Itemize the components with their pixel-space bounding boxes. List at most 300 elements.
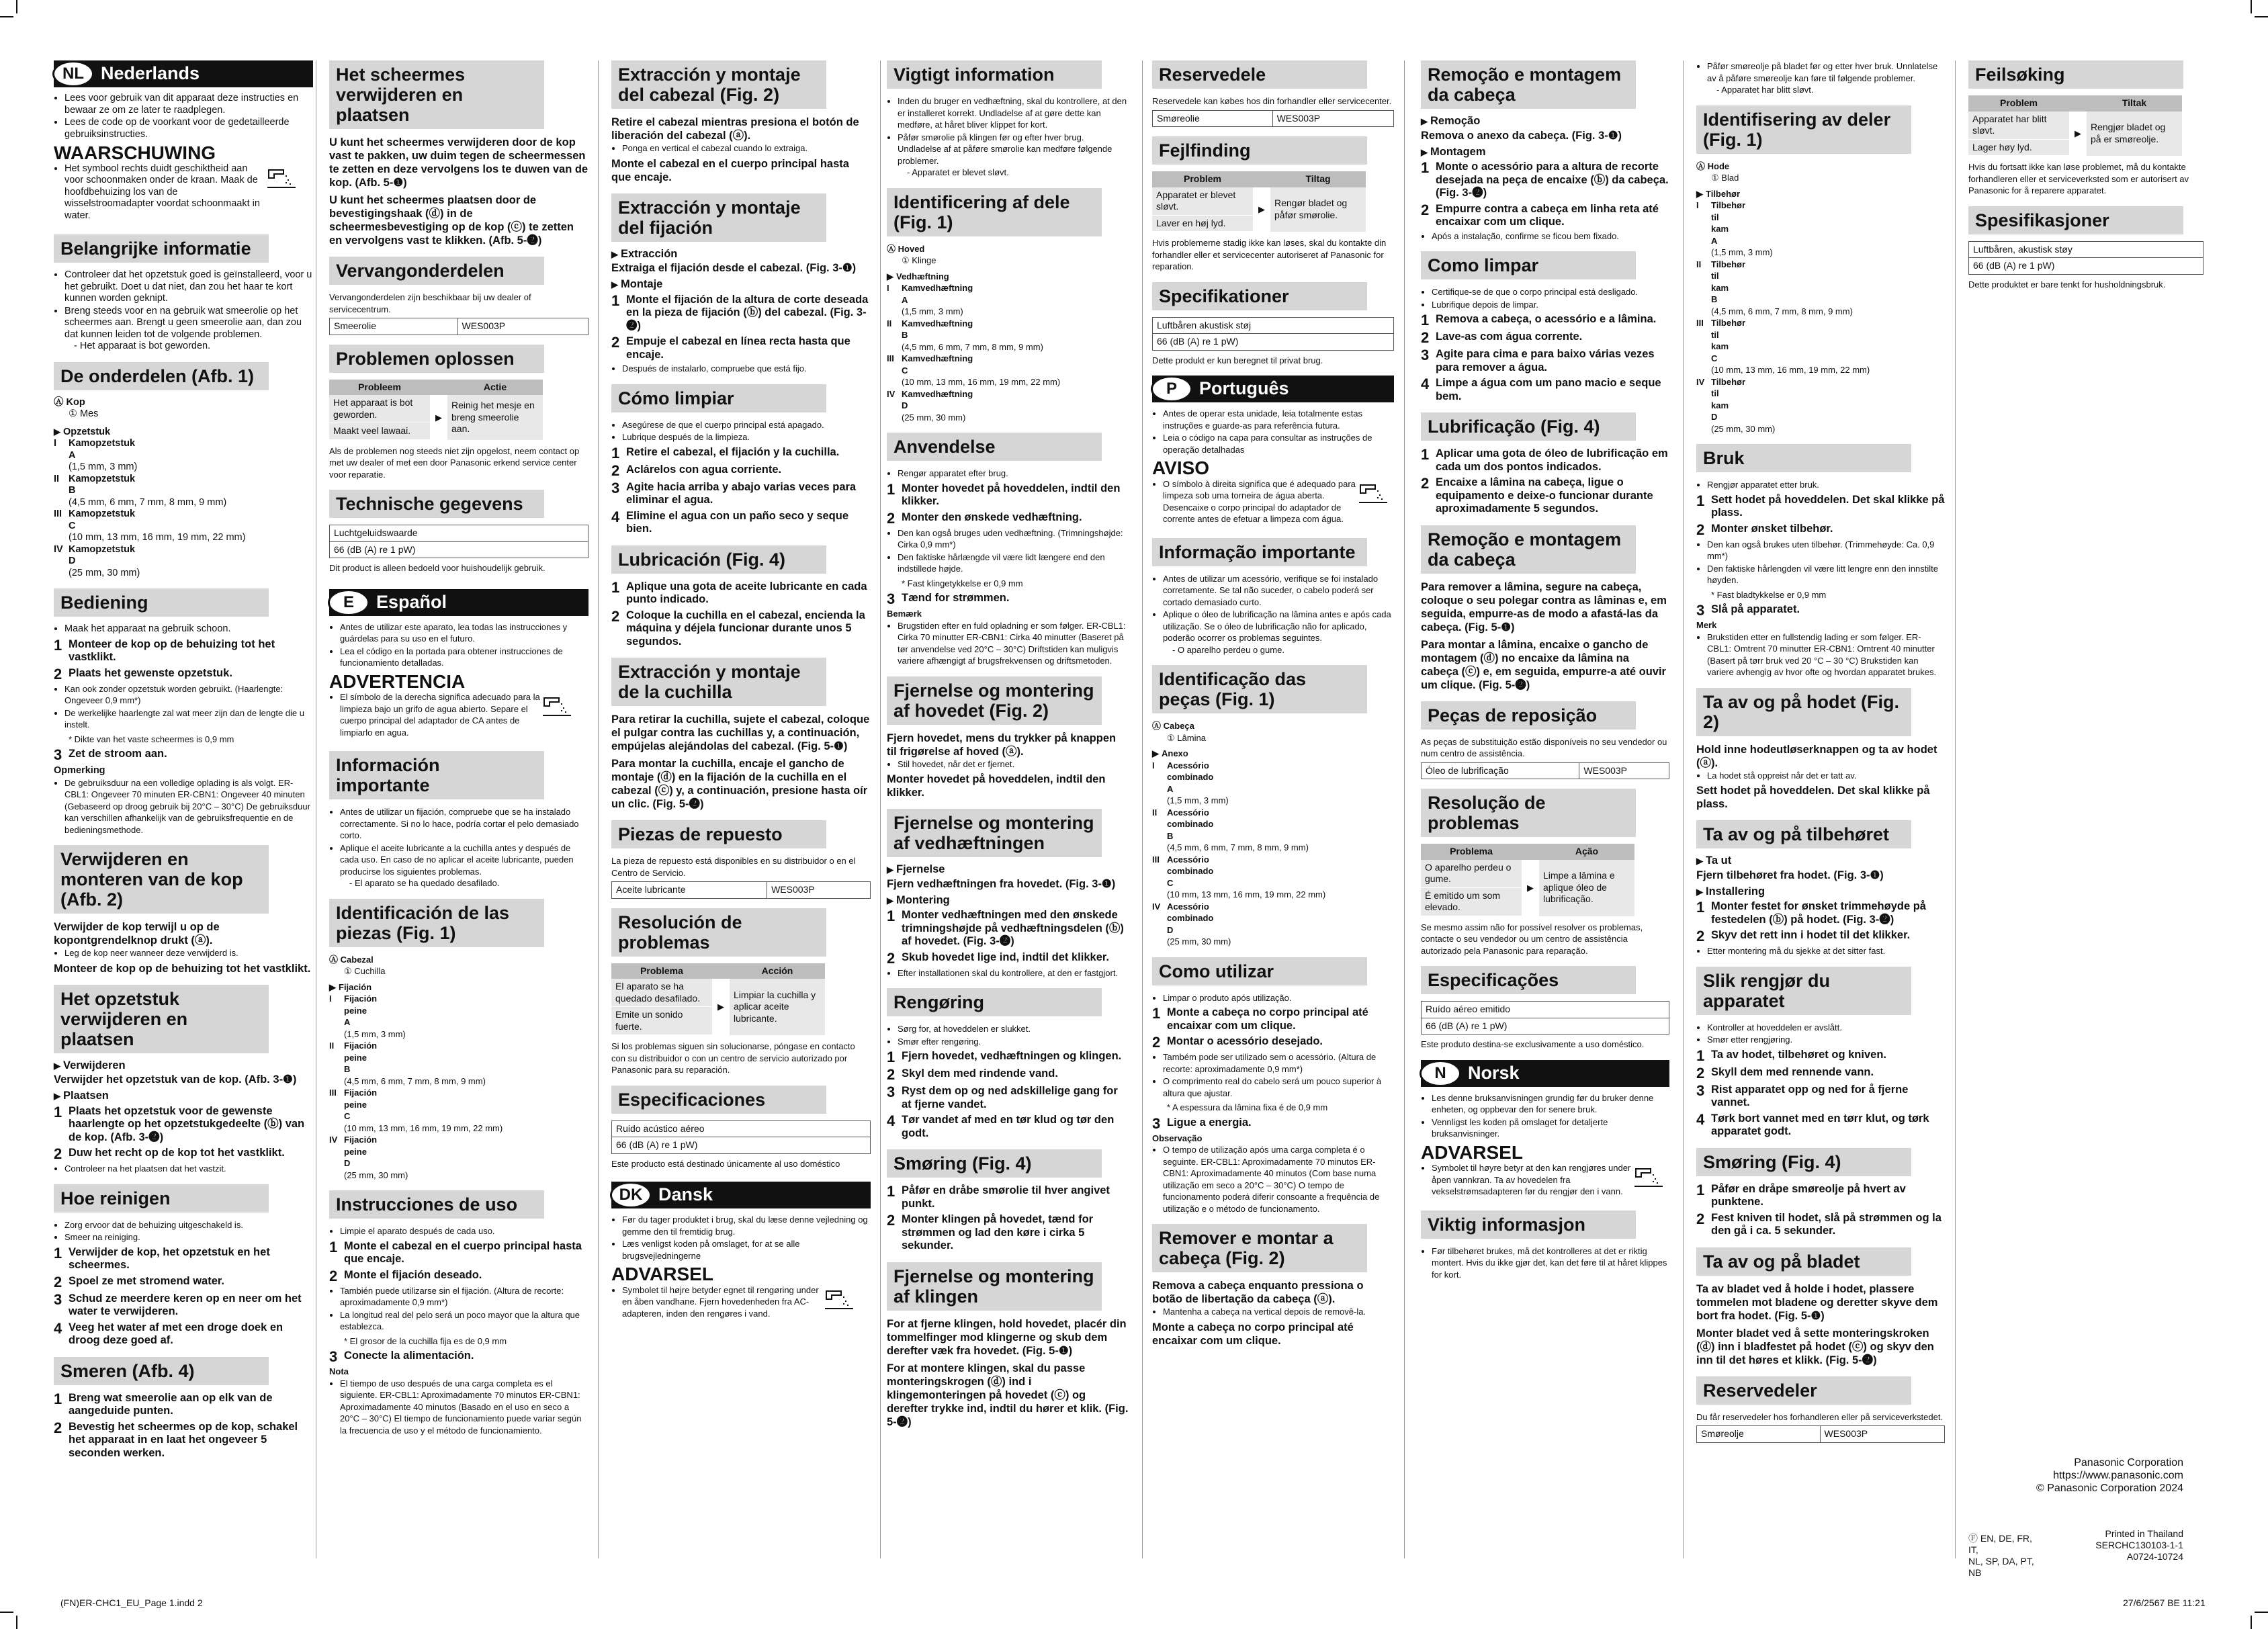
lang-header-dk (611, 1182, 871, 1208)
prob-h1: Probleem (329, 380, 430, 396)
intro2: • Vennligst les koden på omslaget for detaljerte bruksanvisninger. (1432, 1116, 1669, 1140)
use0: • Rengør apparatet efter brug. (898, 468, 1129, 480)
comb1: Kamvedhæftning A (902, 283, 973, 305)
attach: Tilbehør (1706, 188, 1741, 199)
warn-text: • El símbolo de la derecha significa adecuado para la limpieza bajo un grifo de agua abierto. Separe el cuerpo principal del adaptador de CA antes de limpiarlo en agua. (340, 691, 541, 738)
comb3v: (10 mm, 13 mm, 16 mm, 19 mm, 22 mm) (344, 1122, 503, 1133)
lang-header-pt (1152, 376, 1394, 402)
blade1: Ta av bladet ved å holde i hodet, plassere tommelen mot bladene og deretter skyve dem bort fra hodet. (Fig. 5-❶) (1696, 1282, 1938, 1322)
comb4v: (25 mm, 30 mm) (1711, 423, 1776, 434)
prob1: Apparatet er blevet sløvt. (1152, 187, 1253, 216)
att-r1: Extraiga el fijación desde el cabezal. (Fig. 3-❶) (611, 262, 857, 274)
att-p2a: • Após a instalação, confirme se ficou bem fixado. (1432, 230, 1669, 243)
att-r1: Fjern vedhæftningen fra hovedet. (Fig. 3-❶) (887, 877, 1116, 890)
section-heading: Ta av og på tilbehøret (1696, 820, 1911, 848)
info2: Aplique el aceite lubricante a la cuchilla antes y después de cada uso. En caso de no aplicar el aceite lubricante, pueden producirse los siguientes problemas. (340, 842, 574, 877)
info2: Aplique o óleo de lubrificação na lâmina antes e após cada utilização. Se o óleo de lubrificação não for aplicado, poderão ocorrer os problemas seguintes. (1163, 609, 1391, 643)
spare-k: Smøreolie (1153, 110, 1273, 127)
att-p2: Empuje el cabezal en línea recta hasta que encaje. (626, 335, 850, 361)
use2c: * A espessura da lâmina fixa é de 0,9 mm (1167, 1102, 1328, 1112)
lang-badge: N (1420, 1060, 1461, 1087)
intro1: • Antes de operar esta unidade, leia totalmente estas instruções e guarde-as para referência futura. (1163, 408, 1394, 431)
info1: • Antes de utilizar un fijación, compruebe que se ha instalado correctamente. Si no lo hace, podría cortar el pelo demasiado corto. (340, 806, 588, 842)
rem1b: • Leg de kop neer wanneer deze verwijderd is. (64, 947, 313, 959)
clean4: Tør vandet af med en tør klud og tør den godt. (902, 1114, 1115, 1139)
intro-item: • Lees voor gebruik van dit apparaat deze instructies en bewaar ze om ze later te raadplegen. (64, 93, 313, 116)
section-heading: Spesifikasjoner (1968, 206, 2183, 234)
use2b: • La longitud real del pelo será un poco mayor que la altura que establezca. (340, 1309, 588, 1333)
part-a1: Lâmina (1177, 732, 1206, 743)
oil1: Påfør en dråpe smøreolje på hvert av punktene. (1711, 1182, 1906, 1208)
att-r: Extracción (621, 247, 678, 260)
comb3v: (10 mm, 13 mm, 16 mm, 19 mm, 22 mm) (69, 532, 246, 543)
clean2: Lave-as com água corrente. (1436, 331, 1583, 343)
oil1: Aplicar uma gota de óleo de lubrificação em cada um dos pontos indicados. (1436, 447, 1668, 473)
spec-k: Luftbåren, akustisk støy (1969, 241, 2204, 258)
section-heading: Como limpar (1421, 251, 1636, 279)
section-heading: Het opzetstuk verwijderen en plaatsen (54, 985, 269, 1053)
note: • Brukstiden etter en fullstendig lading er som følger. ER-CBL1: Omtrent 70 minutter ER-CBN1: Omtrent 40 minutter (Basert på tørr bruk ved 20 °C – 30 °C) Brukstiden kan variere avhengig av hvor ofte og hvordan apparatet brukes. (1707, 631, 1945, 678)
slug-left: (FN)ER-CHC1_EU_Page 1.indd 2 (60, 1597, 203, 1608)
use2a: • Den kan også bruges uden vedhæftning. (Trimningshøjde: Cirka 0,9 mm*) (898, 527, 1129, 551)
prob-after: Se mesmo assim não for possível resolver os problemas, contacte o seu vendedor ou um centro de assistência autorizado pela Panasonic para reparação. (1421, 922, 1643, 956)
rem1: Verwijder de kop terwijl u op de kopontgrendelknop drukt (ⓐ). (54, 921, 220, 946)
prob1: Apparatet har blitt sløvt. (1968, 112, 2069, 140)
section-heading: Especificações (1421, 966, 1636, 994)
section-heading: Instrucciones de uso (329, 1190, 544, 1219)
comb1v: (1,5 mm, 3 mm) (1711, 247, 1773, 257)
prob-h2: Tiltag (1270, 171, 1366, 187)
intro2: • Læs venligst koden på omslaget, for at se alle brugsvejledningerne (622, 1238, 871, 1262)
section-heading: Como utilizar (1152, 957, 1367, 985)
spec-after: Dette produkt er kun beregnet til privat brug. (1152, 355, 1323, 365)
prob2: Maakt veel lawaai. (329, 423, 430, 440)
company-url: https://www.panasonic.com (2053, 1470, 2183, 1481)
att-p: Montering (896, 893, 950, 906)
prob-after: Si los problemas siguen sin solucionarse, póngase en contacto con su distribuidor o con un centro de servicio autorizado por Panasonic para su reparación. (611, 1041, 855, 1075)
comb2: Kamopzetstuk B (69, 473, 136, 496)
comb4: Acessório combinado D (1167, 901, 1214, 935)
section-heading: Informação importante (1152, 538, 1367, 566)
use2a: • Kan ook zonder opzetstuk worden gebruikt. (Haarlengte: Ongeveer 0,9 mm*) (64, 683, 313, 707)
use2: Plaats het gewenste opzetstuk. (69, 666, 232, 679)
comb1: Kamopzetstuk A (69, 438, 136, 461)
clean2: Skyll dem med rennende vann. (1711, 1065, 1874, 1078)
section-heading: Belangrijke informatie (54, 234, 269, 263)
use2c: * Dikte van het vaste scheermes is 0,9 mm (69, 734, 234, 744)
attach: Anexo (1162, 748, 1188, 758)
blade1: For at fjerne klingen, hold hovedet, placér din tommelfinger mod klingerne og skub dem derefter væk fra hovedet. (Fig. 5-❶) (887, 1317, 1127, 1357)
rem2: Sett hodet på hoveddelen. Det skal klikke på plass. (1696, 785, 1930, 810)
use3: Zet de stroom aan. (69, 748, 167, 760)
section-heading: Extracción y montaje de la cuchilla (611, 658, 826, 706)
lang-badge: E (328, 589, 369, 616)
slug-right: 27/6/2567 BE 11:21 (2123, 1597, 2206, 1608)
note-h: Nota (329, 1366, 349, 1376)
comb4: Kamvedhæftning D (902, 388, 973, 410)
oil1: Påfør en dråbe smørolie til hver angivet punkt. (902, 1184, 1110, 1210)
use2: Monter den ønskede vedhæftning. (902, 511, 1082, 523)
part-a: Cabezal (340, 954, 374, 965)
spec-k: Luchtgeluidswaarde (330, 525, 588, 542)
clean3: Ryst dem op og ned adskillelige gang for at fjerne vandet. (902, 1085, 1118, 1110)
lang-name: Nederlands (101, 63, 200, 84)
section-heading: Smeren (Afb. 4) (54, 1357, 269, 1385)
spare-table (611, 881, 871, 899)
lang-header-no (1421, 1060, 1669, 1087)
att-p2a: • Etter montering må du sjekke at det sitter fast. (1707, 945, 1945, 957)
section-heading: Extracción y montaje del fijación (611, 193, 826, 242)
info2b: - El aparato se ha quedado desafilado. (349, 878, 500, 888)
section-heading: Vigtigt information (887, 60, 1102, 89)
rem1b: • Stil hovedet, når det er fjernet. (898, 758, 1129, 771)
use1: Monte el cabezal en el cuerpo principal hasta que encaje. (344, 1239, 582, 1265)
prob-h2: Tiltak (2087, 95, 2182, 112)
use2a: • También puede utilizarse sin el fijación. (Altura de recorte: aproximadamente 0,9 mm*) (340, 1285, 588, 1309)
spec-k: Ruído aéreo emitido (1422, 1002, 1669, 1018)
att-r: Fjernelse (896, 863, 945, 875)
prob-h1: Problema (611, 963, 712, 979)
column-no3 (1968, 60, 2204, 293)
use2: Monter ønsket tilbehør. (1711, 522, 1833, 535)
section-heading: Especificaciones (611, 1086, 826, 1114)
trouble-table: Problema Acción El aparato se ha quedado desafilado. ▶ Limpiar la cuchilla y aplicar aceite lubricante. Emite un sonido fuerte. (611, 963, 825, 1036)
column-dk3-pt: Reservedele Reservedele kan købes hos din forhandler eller servicecenter. Smøreolie WES003P Fejlfinding Problem Tiltag Apparatet er blevet sløvt. ▶ Rengør bladet og påfør smørolie. Laver en høj lyd. Hvis problemerne stadig ikke kan løses, skal du kontakte din forhandler eller et servicecenter autoriseret af Panasonic for reparation. Specifikationer Luftbåren akustisk støj 66 (dB (A) re 1 pW) Dette produkt er kun beregnet til privat brug. P Português • Antes de operar esta unidade, leia totalmente estas instruções e guarde-as para referência futura. • Leia o código na capa para consultar as instruções de operação detalhadas AVISO • O símbolo à direita significa que é adequado para limpeza sob uma torneira de água aberta. Desencaixe o corpo principal do adaptador de corrente antes de efetuar a limpeza com água. Informação importante • Antes de utilizar um acessório, verifique se foi instalado corretamente. Se tal não suceder, o cabelo poderá ser cortado demasiado curto. • Aplique o óleo de lubrificação na lâmina antes e após cada utilização. Se o óleo de lubrificação não for aplicado, poderão ocorrer os problemas seguintes. - O aparelho perdeu o gume. Identificação das peças (Fig. 1) Ⓐ Cabeça ① Lâmina ▶ Anexo I Acessório combinado A (1,5 mm, 3 mm) II Acessório combinado B (4,5 mm, 6 mm, 7 mm, 8 mm, 9 mm) III Acessório combinado C (10 mm, 13 mm, 16 mm, 19 mm, 22 mm) IV Acessório combinado D (25 mm, 30 mm) Como utilizar • Limpar o produto após utilização. 1 Monte a cabeça no corpo principal até encaixar com um clique. 2 Montar o acessório desejado. • Também pode ser utilizado sem o acessório. (Altura de recorte: aproximadamente 0,9 mm*) • O comprimento real do cabelo será um pouco superior à altura que ajustar. * A espessura da lâmina fixa é de 0,9 mm 3 Ligue a energia. Observação • O tempo de utilização após uma carga completa é o seguinte. ER-CBL1: Aproximadamente 70 minutos ER-CBN1: Aproximadamente 40 minutos (Com base numa utilização em seco a 20°C – 30°C) O tempo de funcionamento poderá diferir consoante a frequência de utilização e o método de funcionamento. Remover e montar a cabeça (Fig. 2) Remova a cabeça enquanto pressiona o botão de libertação da cabeça (ⓐ). • Mantenha a cabeça na vertical depois de removê-la. Monte a cabeça no corpo principal até encaixar com um clique. (1152, 60, 1394, 1348)
lang-badge: P (1151, 376, 1192, 402)
use3: Slå på apparatet. (1711, 603, 1800, 615)
info-subitem: - Het apparaat is bot geworden. (74, 341, 211, 351)
use2b: • Den faktiske hårlængde vil være lidt længere end den indstillede højde. (898, 552, 1129, 575)
clean1: Fjern hovedet, vedhæftningen og klingen. (902, 1050, 1122, 1062)
spec-k: Luftbåren akustisk støj (1153, 317, 1394, 334)
rem1: Hold inne hodeutløserknappen og ta av hodet (ⓐ). (1696, 743, 1937, 769)
rem1b: • Mantenha a cabeça na vertical depois de removê-la. (1163, 1306, 1394, 1318)
use2b: • Den faktiske hårlengden vil være litt lengre enn den innstilte høyden. (1707, 563, 1945, 586)
prob2: Lager høy lyd. (1968, 140, 2069, 157)
comb4v: (25 mm, 30 mm) (69, 567, 140, 578)
clean4: Elimine el agua con un paño seco y seque bien. (626, 509, 849, 535)
clean4: Veeg het water af met een droge doek en droog deze goed af. (69, 1321, 284, 1346)
oil2: Coloque la cuchilla en el cabezal, encienda la máquina y déjela funcionar durante unos 5 segundos. (626, 609, 865, 648)
parts-list: Ⓐ Hoved ① Klinge ▶ Vedhæftning I Kamvedhæftning A (1,5 mm, 3 mm) II Kamvedhæftning B (4,5 mm, 6 mm, 7 mm, 8 mm, 9 mm) III Kamvedhæftning C (10 mm, 13 mm, 16 mm, 19 mm, 22 mm) IV Kamvedhæftning D (25 mm, 30 mm) (887, 243, 1129, 424)
parts-list: Ⓐ Cabeça ① Lâmina ▶ Anexo I Acessório combinado A (1,5 mm, 3 mm) II Acessório combinado B (4,5 mm, 6 mm, 7 mm, 8 mm, 9 mm) III Acessório combinado C (10 mm, 13 mm, 16 mm, 19 mm, 22 mm) IV Acessório combinado D (25 mm, 30 mm) (1152, 720, 1394, 948)
clean1: Remova a cabeça, o acessório e a lâmina. (1436, 313, 1657, 325)
company-block (2002, 1456, 2183, 1495)
spare-v: WES003P (1272, 110, 1393, 127)
intro1: • Les denne bruksanvisningen grundig før du bruker denne enheten, og oppbevar den for senere bruk. (1432, 1092, 1669, 1116)
prob-h1: Problem (1968, 95, 2069, 112)
att-r: Ta ut (1706, 854, 1732, 867)
comb4: Tilbehør til kam D (1711, 376, 1746, 422)
warn-text: • Symbolet til høyre betyr at den kan rengjøres under åpen vannkran. Ta av hovedelen fra vekselstrømsadapteren før du rengjør den i vann. (1432, 1162, 1633, 1198)
column-es2-dk: Extracción y montaje del cabezal (Fig. 2) Retire el cabezal mientras presiona el botón de liberación del cabezal (ⓐ). • Ponga en vertical el cabezal cuando lo extraiga. Monte el cabezal en el cuerpo principal hasta que encaje. Extracción y montaje del fijación ▶ Extracción Extraiga el fijación desde el cabezal. (Fig. 3-❶) ▶ Montaje 1 Monte el fijación de la altura de corte deseada en la pieza de fijación (ⓑ) del cabezal. (Fig. 3-❷) 2 Empuje el cabezal en línea recta hasta que encaje. • Después de instalarlo, compruebe que está fijo. Cómo limpiar • Asegúrese de que el cuerpo principal está apagado. • Lubrique después de la limpieza. 1 Retire el cabezal, el fijación y la cuchilla. 2 Aclárelos con agua corriente. 3 Agite hacia arriba y abajo varias veces para eliminar el agua. 4 Elimine el agua con un paño seco y seque bien. Lubricación (Fig. 4) 1 Aplique una gota de aceite lubricante en cada punto indicado. 2 Coloque la cuchilla en el cabezal, encienda la máquina y déjela funcionar durante unos 5 segundos. Extracción y montaje de la cuchilla Para retirar la cuchilla, sujete el cabezal, coloque el pulgar contra las cuchillas y, a continuación, empújelas alejándolas del cabezal. (Fig. 5-❶) Para montar la cuchilla, encaje el gancho de montaje (ⓓ) en la fijación de la cuchilla en el cabezal (ⓒ) y, a continuación, presione hasta oír un clic. (Fig. 5-❷) Piezas de repuesto La pieza de repuesto está disponibles en su distribuidor o en el Centro de Servicio. Aceite lubricante WES003P Resolución de problemas Problema Acción El aparato se ha quedado desafilado. ▶ Limpiar la cuchilla y aplicar aceite lubricante. Emite un sonido fuerte. Si los problemas siguen sin solucionarse, póngase en contacto con su distribuidor o con un centro de servicio autorizado por Panasonic para su reparación. Especificaciones Ruido acústico aéreo 66 (dB (A) re 1 pW) Este producto está destinado únicamente al uso doméstico DK Dansk • Før du tager produktet i brug, skal du læse denne vejledning og gemme den til fremtidig brug. • Læs venligst koden på omslaget, for at se alle brugsvejledningerne ADVARSEL • Symbolet til højre betyder egnet til rengøring under en åben vandhane. Fjern hovedenheden fra AC-adapteren, inden den rengøres i vand. (611, 60, 871, 1323)
use0: • Maak het apparaat na gebruik schoon. (64, 623, 313, 635)
att-p: Montagem (1430, 145, 1486, 158)
langs2: NL, SP, DA, PT, NB (1968, 1556, 2034, 1578)
section-heading: Rengøring (887, 988, 1102, 1016)
spec-table (1968, 241, 2204, 275)
section-heading: Problemen oplossen (329, 345, 544, 373)
spare-k: Óleo de lubrificação (1422, 762, 1579, 779)
clean2: Skyl dem med rindende vand. (902, 1067, 1058, 1080)
info2: Påfør smørolie på klingen før og efter hver brug. Undladelse af at påføre smørolie kan medføre følgende problemer. (898, 132, 1113, 166)
part-a: Hode (1707, 161, 1730, 171)
comb3: Acessório combinado C (1167, 854, 1214, 888)
section-heading: Ta av og på hodet (Fig. 2) (1696, 688, 1911, 736)
section-heading: Bruk (1696, 444, 1911, 472)
info2b: - Apparatet er blevet sløvt. (907, 167, 1009, 177)
lang-header-nl (54, 60, 313, 87)
parts-list: Ⓐ Kop ① Mes ▶ Opzetstuk I Kamopzetstuk A (1,5 mm, 3 mm) II Kamopzetstuk B (4,5 mm, 6 mm, 7 mm, 8 mm, 9 mm) III Kamopzetstuk C (10 mm, 13 mm, 16 mm, 19 mm, 22 mm) IV Kamopzetstuk D (25 mm, 30 mm) (54, 397, 313, 580)
note: • El tiempo de uso después de una carga completa es el siguiente. ER-CBL1: Aproximadamente 70 minutos ER-CBN1: Aproximadamente 40 minutos (Basado en el uso en seco a 20°C – 30°C) El tiempo de funcionamiento puede variar según la frecuencia de uso y el método de funcionamiento. (340, 1378, 588, 1437)
prob-after: Als de problemen nog steeds niet zijn opgelost, neem contact op met uw dealer of met een door Panasonic erkend service center voor reparatie. (329, 445, 580, 480)
clean0a: • Kontroller at hoveddelen er avslått. (1707, 1022, 1945, 1034)
rem1: Retire el cabezal mientras presiona el botón de liberación del cabezal (ⓐ). (611, 116, 859, 142)
rem2: Monte el cabezal en el cuerpo principal hasta que encaje. (611, 157, 849, 183)
oil1: Breng wat smeerolie aan op elk van de aangeduide punten. (69, 1391, 273, 1417)
comb3v: (10 mm, 13 mm, 16 mm, 19 mm, 22 mm) (1167, 889, 1326, 899)
prob-h2: Actie (447, 380, 543, 396)
blade1: U kunt het scheermes verwijderen door de kop vast te pakken, uw duim tegen de scheermessen te zetten en deze vervolgens los te duwen van de kop. (Afb. 5-❶) (329, 136, 588, 189)
note-h: Merk (1696, 620, 1717, 630)
clean2: Aclárelos con agua corriente. (626, 463, 782, 476)
comb1v: (1,5 mm, 3 mm) (344, 1028, 406, 1039)
prob1: El aparato se ha quedado desafilado. (611, 979, 712, 1007)
print-info (2069, 1528, 2183, 1562)
att-p1: Monter festet for ønsket trimmehøyde på festedelen (ⓑ) på hodet. (Fig. 3-❷) (1711, 900, 1926, 926)
use3: Tænd for strømmen. (902, 592, 1010, 604)
att-p1: Monter vedhæftningen med den ønskede trimningshøjde på vedhæftningsdelen (ⓑ) af hovedet. (Fig. 3-❷) (902, 909, 1124, 947)
comb2v: (4,5 mm, 6 mm, 7 mm, 8 mm, 9 mm) (1711, 306, 1853, 316)
blade2: U kunt het scheermes plaatsen door de bevestigingshaak (ⓓ) in de scheermesbevestiging op de kop (ⓒ) te zetten en vervolgens vast te klikken. (Afb. 5-❷) (329, 194, 574, 247)
section-heading: Viktig informasjon (1421, 1210, 1636, 1239)
spec-v: 66 (dB (A) re 1 pW) (330, 541, 588, 558)
att-p2a: • Controleer na het plaatsen dat het vastzit. (64, 1163, 313, 1175)
info1: • Inden du bruger en vedhæftning, skal du kontrollere, at den er installeret korrekt. Undladelse af at gøre dette kan medføre, at håret bliver klippet for kort. (898, 95, 1129, 131)
comb4: Fijación peine D (344, 1135, 378, 1168)
clean0b: • Lubrifique depois de limpar. (1432, 299, 1669, 311)
faucet-icon (824, 1284, 855, 1311)
spare: Reservedele kan købes hos din forhandler eller servicecenter. (1152, 96, 1392, 106)
intro2: • Leia o código na capa para consultar as instruções de operação detalhadas (1163, 432, 1394, 455)
parts-list: Ⓐ Hode ① Blad ▶ Tilbehør I Tilbehør til kam A (1,5 mm, 3 mm) II Tilbehør til kam B (4,5 mm, 6 mm, 7 mm, 8 mm, 9 mm) III Tilbehør til kam C (10 mm, 13 mm, 16 mm, 19 mm, 22 mm) IV Tilbehør til kam D (25 mm, 30 mm) (1696, 161, 1945, 435)
use0: • Rengjør apparatet etter bruk. (1707, 479, 1945, 491)
att-p: Plaatsen (63, 1090, 109, 1102)
att-p1: Monte o acessório para a altura de recorte desejada na peça de encaixe (ⓑ) da cabeça. (Fig. 3-❷) (1436, 161, 1669, 199)
spare-v: WES003P (767, 882, 871, 899)
faucet-icon (1633, 1162, 1664, 1189)
clean1: Retire el cabezal, el fijación y la cuchilla. (626, 445, 840, 458)
spare-k: Smøreolje (1697, 1426, 1821, 1443)
note-h: Bemærk (887, 609, 922, 619)
comb2v: (4,5 mm, 6 mm, 7 mm, 8 mm, 9 mm) (69, 496, 227, 508)
prob2: Emite un sonido fuerte. (611, 1007, 712, 1035)
clean0a: • Zorg ervoor dat de behuizing uitgeschakeld is. (64, 1219, 313, 1231)
spec-table (611, 1120, 871, 1154)
comb3: Kamvedhæftning C (902, 353, 973, 376)
faucet-icon (266, 163, 297, 190)
rem2: Monteer de kop op de behuizing tot het vastklikt. (54, 962, 311, 975)
comb2v: (4,5 mm, 6 mm, 7 mm, 8 mm, 9 mm) (902, 341, 1043, 352)
warn-text: • O símbolo à direita significa que é adequado para limpeza sob uma torneira de água aberta. Desencaixe o corpo principal do adaptador de corrente antes de efetuar a limpeza com água. (1163, 478, 1358, 525)
section-heading: Lubrificação (Fig. 4) (1421, 412, 1636, 441)
oil2: Bevestig het scheermes op de kop, schakel het apparaat in en laat het ongeveer 5 seconden werken. (69, 1420, 298, 1459)
blade2: Para montar a lâmina, encaixe o gancho de montagem (ⓓ) no encaixe da lâmina na cabeça (ⓒ) e, em seguida, empurre-a até ouvir um clique. (Fig. 5-❷) (1421, 638, 1666, 691)
section-heading: Información importante (329, 751, 544, 799)
clean3: Agite para cima e para baixo várias vezes para remover a água. (1436, 348, 1655, 373)
att-r1: Fjern tilbehøret fra hodet. (Fig. 3-❶) (1696, 869, 1884, 881)
faucet-icon (541, 691, 572, 718)
clean4: Limpe a água com um pano macio e seque bem. (1436, 377, 1661, 402)
comb4v: (25 mm, 30 mm) (1167, 936, 1231, 946)
trouble-table: Probleem Actie Het apparaat is bot geworden. ▶ Reinig het mesje en breng smeerolie aan. Maakt veel lawaai. (329, 380, 543, 440)
spare-table (1152, 110, 1394, 128)
section-heading: Peças de reposição (1421, 701, 1636, 730)
section-heading: Bediening (54, 588, 269, 617)
section-heading: Verwijderen en monteren van de kop (Afb. 2) (54, 845, 269, 914)
section-heading: Resolución de problemas (611, 908, 826, 957)
att-p1: Plaats het opzetstuk voor de gewenste haarlengte op het opzetstukgedeelte (ⓑ) van de kop. (Afb. 3-❷) (69, 1104, 305, 1143)
prob1: Het apparaat is bot geworden. (329, 395, 430, 423)
attach: Vedhæftning (896, 271, 949, 281)
blade2: For at montere klingen, skal du passe monteringskrogen (ⓓ) ind i klingemonteringen på hovedet (ⓒ) og derefter trykke ind, indtil du hører et klik. (Fig. 5-❷) (887, 1362, 1129, 1428)
intro-item: • Lees de code op de voorkant voor de gedetailleerde gebruiksinstructies. (64, 117, 313, 140)
section-heading: Remover e montar a cabeça (Fig. 2) (1152, 1224, 1367, 1272)
att-p: Installering (1706, 885, 1765, 897)
clean0b: • Lubrique después de la limpieza. (622, 431, 871, 443)
use2: Montar o acessório desejado. (1167, 1035, 1323, 1047)
code1: SERCHC130103-1-1 (2095, 1540, 2183, 1550)
clean2: Spoel ze met stromend water. (69, 1274, 224, 1287)
section-heading: Slik rengjør du apparatet (1696, 967, 1911, 1015)
section-heading: Fejlfinding (1152, 136, 1367, 165)
att-p1: Monte el fijación de la altura de corte deseada en la pieza de fijación (ⓑ) del cabezal. (Fig. 3-❷) (626, 293, 869, 332)
clean3: Agite hacia arriba y abajo varias veces para eliminar el agua. (626, 480, 857, 506)
column-nl: NL Nederlands • Lees voor gebruik van dit apparaat deze instructies en bewaar ze om ze later te raadplegen. • Lees de code op de voorkant voor de gedetailleerde gebruiksinstructies. WAARSCHUWING • Het symbool rechts duidt geschiktheid aan voor schoonmaken onder de kraan. Maak de hoofdbehuizing los van de wisselstroomadapter voordat schoonmaakt in water. Belangrijke informatie • Controleer dat het opzetstuk goed is geïnstalleerd, voor u het gebruikt. Doet u dat niet, dan zou het haar te kort kunnen worden geknipt. • Breng steeds voor en na gebruik wat smeerolie op het scheermes aan. Brengt u geen smeerolie aan, dan zou dat kunnen leiden tot de volgende problemen. - Het apparaat is bot geworden. De onderdelen (Afb. 1) Ⓐ Kop ① Mes ▶ Opzetstuk I Kamopzetstuk A (1,5 mm, 3 mm) II Kamopzetstuk B (4,5 mm, 6 mm, 7 mm, 8 mm, 9 mm) III Kamopzetstuk C (10 mm, 13 mm, 16 mm, 19 mm, 22 mm) IV Kamopzetstuk D (25 mm, 30 mm) Bediening • Maak het apparaat na gebruik schoon. 1 Monteer de kop op de behuizing tot het vastklikt. 2 Plaats het gewenste opzetstuk. • Kan ook zonder opzetstuk worden gebruikt. (Haarlengte: Ongeveer 0,9 mm*) • De werkelijke haarlengte zal wat meer zijn dan de lengte die u instelt. * Dikte van het vaste scheermes is 0,9 mm 3 Zet de stroom aan. Opmerking • De gebruiksduur na een volledige oplading is als volgt. ER-CBL1: Ongeveer 70 minuten ER-CBN1: Ongeveer 40 minuten (Gebaseerd op droog gebruik bij 20°C – 30°C) De gebruiksduur kan verschillen afhankelijk van de gebruiksfrequentie en de bedieningsmethode. Verwijderen en monteren van de kop (Afb. 2) Verwijder de kop terwijl u op de kopontgrendelknop drukt (ⓐ). • Leg de kop neer wanneer deze verwijderd is. Monteer de kop op de behuizing tot het vastklikt. Het opzetstuk verwijderen en plaatsen ▶ Verwijderen Verwijder het opzetstuk van de kop. (Afb. 3-❶) ▶ Plaatsen 1 Plaats het opzetstuk voor de gewenste haarlengte op het opzetstukgedeelte (ⓑ) van de kop. (Afb. 3-❷) 2 Duw het recht op de kop tot het vastklikt. • Controleer na het plaatsen dat het vastzit. Hoe reinigen • Zorg ervoor dat de behuizing uitgeschakeld is. • Smeer na reiniging. 1 Verwijder de kop, het opzetstuk en het scheermes. 2 Spoel ze met stromend water. 3 Schud ze meerdere keren op en neer om het water te verwijderen. 4 Veeg het water af met een droge doek en droog deze goed af. Smeren (Afb. 4) 1 Breng wat smeerolie aan op elk van de aangeduide punten. 2 Bevestig het scheermes op de kop, schakel het apparaat in en laat het ongeveer 5 seconden werken. (54, 60, 313, 1461)
att-p2: Duw het recht op de kop tot het vastklikt. (69, 1147, 285, 1159)
note: • De gebruiksduur na een volledige oplading is als volgt. ER-CBL1: Ongeveer 70 minuten ER-CBN1: Ongeveer 40 minuten (Gebaseerd op droog gebruik bij 20°C – 30°C) De gebruiksduur kan verschillen afhankelijk van de gebruiksfrequentie en de bedieningsmethode. (64, 777, 313, 836)
spec-after: Dit product is alleen bedoeld voor huishoudelijk gebruik. (329, 563, 546, 573)
lang-name: Dansk (658, 1184, 713, 1205)
use1: Monte a cabeça no corpo principal até encaixar com um clique. (1167, 1006, 1368, 1032)
comb1v: (1,5 mm, 3 mm) (1167, 795, 1229, 805)
lang-name: Español (376, 591, 447, 612)
att-p2: Skyv det rett inn i hodet til det klikker. (1711, 929, 1911, 941)
spec-table (1152, 317, 1394, 351)
warning-heading: ADVARSEL (1421, 1141, 1523, 1163)
clean0b: • Smeer na reiniging. (64, 1231, 313, 1243)
oil2: Monter klingen på hovedet, tænd for strømmen og lad den køre i cirka 5 sekunder. (902, 1213, 1094, 1251)
section-heading: De onderdelen (Afb. 1) (54, 362, 269, 390)
prob-after: Hvis problemerne stadig ikke kan løses, skal du kontakte din forhandler eller et servicecenter autoriseret af Panasonic for reparation. (1152, 238, 1387, 271)
copyright: © Panasonic Corporation 2024 (2036, 1483, 2183, 1494)
spec-v: 66 (dB (A) re 1 pW) (1153, 334, 1394, 351)
code2: A0724-10724 (2126, 1551, 2183, 1562)
spare-table (329, 318, 588, 335)
info2b: - O aparelho perdeu o gume. (1172, 644, 1284, 655)
comb3v: (10 mm, 13 mm, 16 mm, 19 mm, 22 mm) (1711, 365, 1870, 375)
section-heading: Extracción y montaje del cabezal (Fig. 2) (611, 60, 826, 109)
comb3: Fijación peine C (344, 1088, 378, 1121)
rem2: Monte a cabeça no corpo principal até encaixar com um clique. (1152, 1321, 1354, 1347)
comb3: Kamopzetstuk C (69, 509, 136, 531)
use1: Sett hodet på hoveddelen. Det skal klikke på plass. (1711, 493, 1945, 519)
use1: Monteer de kop op de behuizing tot het vastklikt. (69, 637, 275, 663)
comb3: Tilbehør til kam C (1711, 318, 1746, 363)
rem1b: • La hodet stå oppreist når det er tatt av. (1707, 770, 1945, 782)
clean3: Schud ze meerdere keren op en neer om het water te verwijderen. (69, 1292, 302, 1317)
comb1: Acessório combinado A (1167, 760, 1214, 794)
part-a1: Blad (1721, 173, 1739, 183)
section-heading: Identificering af dele (Fig. 1) (887, 188, 1102, 236)
rem2: Monter hovedet på hoveddelen, indtil den klikker. (887, 773, 1106, 799)
section-heading: Smøring (Fig. 4) (1696, 1148, 1911, 1176)
clean0a: • Asegúrese de que el cuerpo principal está apagado. (622, 419, 871, 431)
note: • O tempo de utilização após uma carga completa é o seguinte. ER-CBL1: Aproximadamente 70 minutos ER-CBN1: Aproximadamente 40 minutos (Com base numa utilização em seco a 20°C – 30°C) O tempo de funcionamento poderá diferir consoante a frequência de utilização e o método de funcionamento. (1163, 1144, 1394, 1215)
comb4v: (25 mm, 30 mm) (344, 1170, 408, 1180)
prob-after: Hvis du fortsatt ikke kan løse problemet, må du kontakte forhandleren eller et serviceverksted som er autorisert av Panasonic for å reparere apparatet. (1968, 162, 2189, 195)
section-heading: Resolução de problemas (1421, 789, 1636, 837)
comb4: Kamopzetstuk D (69, 543, 136, 566)
spec-after: Este producto está destinado únicamente al uso doméstico (611, 1158, 840, 1169)
intro1: • Antes de utilizar este aparato, lea todas las instrucciones y guárdelas para su uso en el futuro. (340, 621, 588, 645)
use0: • Limpar o produto após utilização. (1163, 992, 1394, 1004)
info1: • Før tilbehøret brukes, må det kontrolleres at det er riktig montert. Hvis du ikke gjør det, kan det føre til at håret klippes for kort. (1432, 1245, 1669, 1281)
part-a: Hoved (898, 243, 925, 254)
spare-k: Aceite lubricante (612, 882, 767, 899)
attach: Opzetstuk (63, 426, 111, 437)
att-p2: Skub hovedet lige ind, indtil det klikker. (902, 951, 1109, 963)
use2b: • O comprimento real do cabelo será um pouco superior à altura que ajustar. (1163, 1075, 1394, 1099)
section-heading: Piezas de repuesto (611, 820, 826, 848)
att-r1: Verwijder het opzetstuk van de kop. (Afb. 3-❶) (54, 1073, 297, 1086)
spare: Vervangonderdelen zijn beschikbaar bij uw dealer of servicecentrum. (329, 292, 531, 314)
spare-v: WES003P (1820, 1426, 1944, 1443)
spec-after: Este produto destina-se exclusivamente a uso doméstico. (1421, 1039, 1645, 1049)
info-item: • Controleer dat het opzetstuk goed is geïnstalleerd, voor u het gebruikt. Doet u dat niet, dan zou het haar te kort kunnen worden geknipt. (64, 269, 313, 305)
section-heading: Lubricación (Fig. 4) (611, 545, 826, 574)
spare-k: Smeerolie (330, 318, 458, 335)
att-p: Montaje (621, 278, 663, 290)
blade2: Para montar la cuchilla, encaje el gancho de montaje (ⓓ) en la fijación de la cuchilla en el cabezal (ⓒ) y, a continuación, presione hasta oír un clic. (Fig. 5-❷) (611, 758, 868, 810)
spec-k: Ruido acústico aéreo (612, 1120, 871, 1137)
section-heading: Hoe reinigen (54, 1184, 269, 1213)
spec-table (1421, 1001, 1669, 1034)
column-pt2-no: Remoção e montagem da cabeça ▶ Remoção Remova o anexo da cabeça. (Fig. 3-❶) ▶ Montagem 1 Monte o acessório para a altura de recorte desejada na peça de encaixe (ⓑ) da cabeça. (Fig. 3-❷) 2 Empurre contra a cabeça em linha reta até encaixar com um clique. • Após a instalação, confirme se ficou bem fixado. Como limpar • Certifique-se de que o corpo principal está desligado. • Lubrifique depois de limpar. 1 Remova a cabeça, o acessório e a lâmina. 2 Lave-as com água corrente. 3 Agite para cima e para baixo várias vezes para remover a água. 4 Limpe a água com um pano macio e seque bem. Lubrificação (Fig. 4) 1 Aplicar uma gota de óleo de lubrificação em cada um dos pontos indicados. 2 Encaixe a lâmina na cabeça, ligue o equipamento e deixe-o funcionar durante aproximadamente 5 segundos. Remoção e montagem da cabeça Para remover a lâmina, segure na cabeça, coloque o seu polegar contra as lâminas e, em seguida, empurre-as de modo a afastá-las da cabeça. (Fig. 5-❶) Para montar a lâmina, encaixe o gancho de montagem (ⓓ) no encaixe da lâmina na cabeça (ⓒ) e, em seguida, empurre-a até ouvir um clique. (Fig. 5-❷) Peças de reposição As peças de substituição estão disponíveis no seu vendedor ou num centro de assistência. Óleo de lubrificação WES003P Resolução de problemas Problema Ação O aparelho perdeu o gume. ▶ Limpe a lâmina e aplique óleo de lubrificação. É emitido um som elevado. Se mesmo assim não for possível resolver os problemas, contacte o seu vendedor ou um centro de assistência autorizado pela Panasonic para reparação. Especificações Ruído aéreo emitido 66 (dB (A) re 1 pW) Este produto destina-se exclusivamente a uso doméstico. N Norsk • Les denne bruksanvisningen grundig før du bruker denne enheten, og oppbevar den for senere bruk. • Vennligst les koden på omslaget for detaljerte bruksanvisninger. ADVARSEL • Symbolet til høyre betyr at den kan rengjøres under åpen vannkran. Ta av hovedelen fra vekselstrømsadapteren før du rengjør den i vann. Viktig informasjon • Før tilbehøret brukes, må det kontrolleres at det er riktig montert. Hvis du ikke gjør det, kan det føre til at håret klippes for kort. (1421, 60, 1669, 1283)
comb2: Acessório combinado B (1167, 807, 1214, 841)
use0: • Limpie el aparato después de cada uso. (340, 1225, 588, 1237)
info2b: - Apparatet har blitt sløvt. (1716, 85, 1814, 95)
comb1v: (1,5 mm, 3 mm) (69, 461, 138, 472)
section-heading: Cómo limpiar (611, 384, 826, 412)
spare: As peças de substituição estão disponíveis no seu vendedor ou num centro de assistência. (1421, 736, 1667, 758)
section-heading: Identificação das peças (Fig. 1) (1152, 665, 1367, 713)
prob-sol: Reinig het mesje en breng smeerolie aan. (447, 395, 543, 440)
section-heading: Vervangonderdelen (329, 257, 544, 285)
warning-heading: ADVERTENCIA (329, 670, 466, 692)
faucet-icon (1358, 478, 1389, 505)
info-item: Breng steeds voor en na gebruik wat smeerolie op het scheermes aan. Brengt u geen smeerolie aan, dan zou dat kunnen leiden tot de volgende problemen. (64, 305, 302, 340)
trouble-table: Problem Tiltag Apparatet er blevet sløvt. ▶ Rengør bladet og påfør smørolie. Laver en høj lyd. (1152, 171, 1366, 232)
spec-v: 66 (dB (A) re 1 pW) (1969, 258, 2204, 275)
prob-h2: Ação (1539, 844, 1634, 860)
rem1b: • Ponga en vertical el cabezal cuando lo extraiga. (622, 142, 871, 155)
section-heading: Fjernelse og montering af vedhæftningen (887, 809, 1102, 857)
trouble-table: Problem Tiltak Apparatet har blitt sløvt. ▶ Rengjør bladet og på er smøreolje. Lager høy lyd. (1968, 95, 2182, 156)
spec-table (329, 525, 588, 558)
att-r: Verwijderen (63, 1059, 126, 1071)
column-nl2-es: Het scheermes verwijderen en plaatsen U kunt het scheermes verwijderen door de kop vast te pakken, uw duim tegen de scheermessen te zetten en deze vervolgens los te duwen van de kop. (Afb. 5-❶) U kunt het scheermes plaatsen door de bevestigingshaak (ⓓ) in de scheermesbevestiging op de kop (ⓒ) te zetten en vervolgens vast te klikken. (Afb. 5-❷) Vervangonderdelen Vervangonderdelen zijn beschikbaar bij uw dealer of servicecentrum. Smeerolie WES003P Problemen oplossen Probleem Actie Het apparaat is bot geworden. ▶ Reinig het mesje en breng smeerolie aan. Maakt veel lawaai. Als de problemen nog steeds niet zijn opgelost, neem contact op met uw dealer of met een door Panasonic erkend service center voor reparatie. Technische gegevens Luchtgeluidswaarde 66 (dB (A) re 1 pW) Dit product is alleen bedoeld voor huishoudelijk gebruik. E Español • Antes de utilizar este aparato, lea todas las instrucciones y guárdelas para su uso en el futuro. • Lea el código en la portada para obtener instrucciones de funcionamiento detalladas. ADVERTENCIA • El símbolo de la derecha significa adecuado para la limpieza bajo un grifo de agua abierto. Separe el cuerpo principal del adaptador de CA antes de limpiarlo en agua. Información importante • Antes de utilizar un fijación, compruebe que se ha instalado correctamente. Si no lo hace, podría cortar el pelo demasiado corto. • Aplique el aceite lubricante a la cuchilla antes y después de cada uso. En caso de no aplicar el aceite lubricante, pueden producirse los siguientes problemas. - El aparato se ha quedado desafilado. Identificación de las piezas (Fig. 1) Ⓐ Cabezal ① Cuchilla ▶ Fijación I Fijación peine A (1,5 mm, 3 mm) II Fijación peine B (4,5 mm, 6 mm, 7 mm, 8 mm, 9 mm) III Fijación peine C (10 mm, 13 mm, 16 mm, 19 mm, 22 mm) IV Fijación peine D (25 mm, 30 mm) Instrucciones de uso • Limpie el aparato después de cada uso. 1 Monte el cabezal en el cuerpo principal hasta que encaje. 2 Monte el fijación deseado. • También puede utilizarse sin el fijación. (Altura de recorte: aproximadamente 0,9 mm*) • La longitud real del pelo será un poco mayor que la altura que establezca. * El grosor de la cuchilla fija es de 0,9 mm 3 Conecte la alimentación. Nota • El tiempo de uso después de una carga completa es el siguiente. ER-CBL1: Aproximadamente 70 minutos ER-CBN1: Aproximadamente 40 minutos (Basado en el uso en seco a 20°C – 30°C) El tiempo de funcionamiento puede variar según la frecuencia de uso y el método de funcionamiento. (329, 60, 588, 1439)
